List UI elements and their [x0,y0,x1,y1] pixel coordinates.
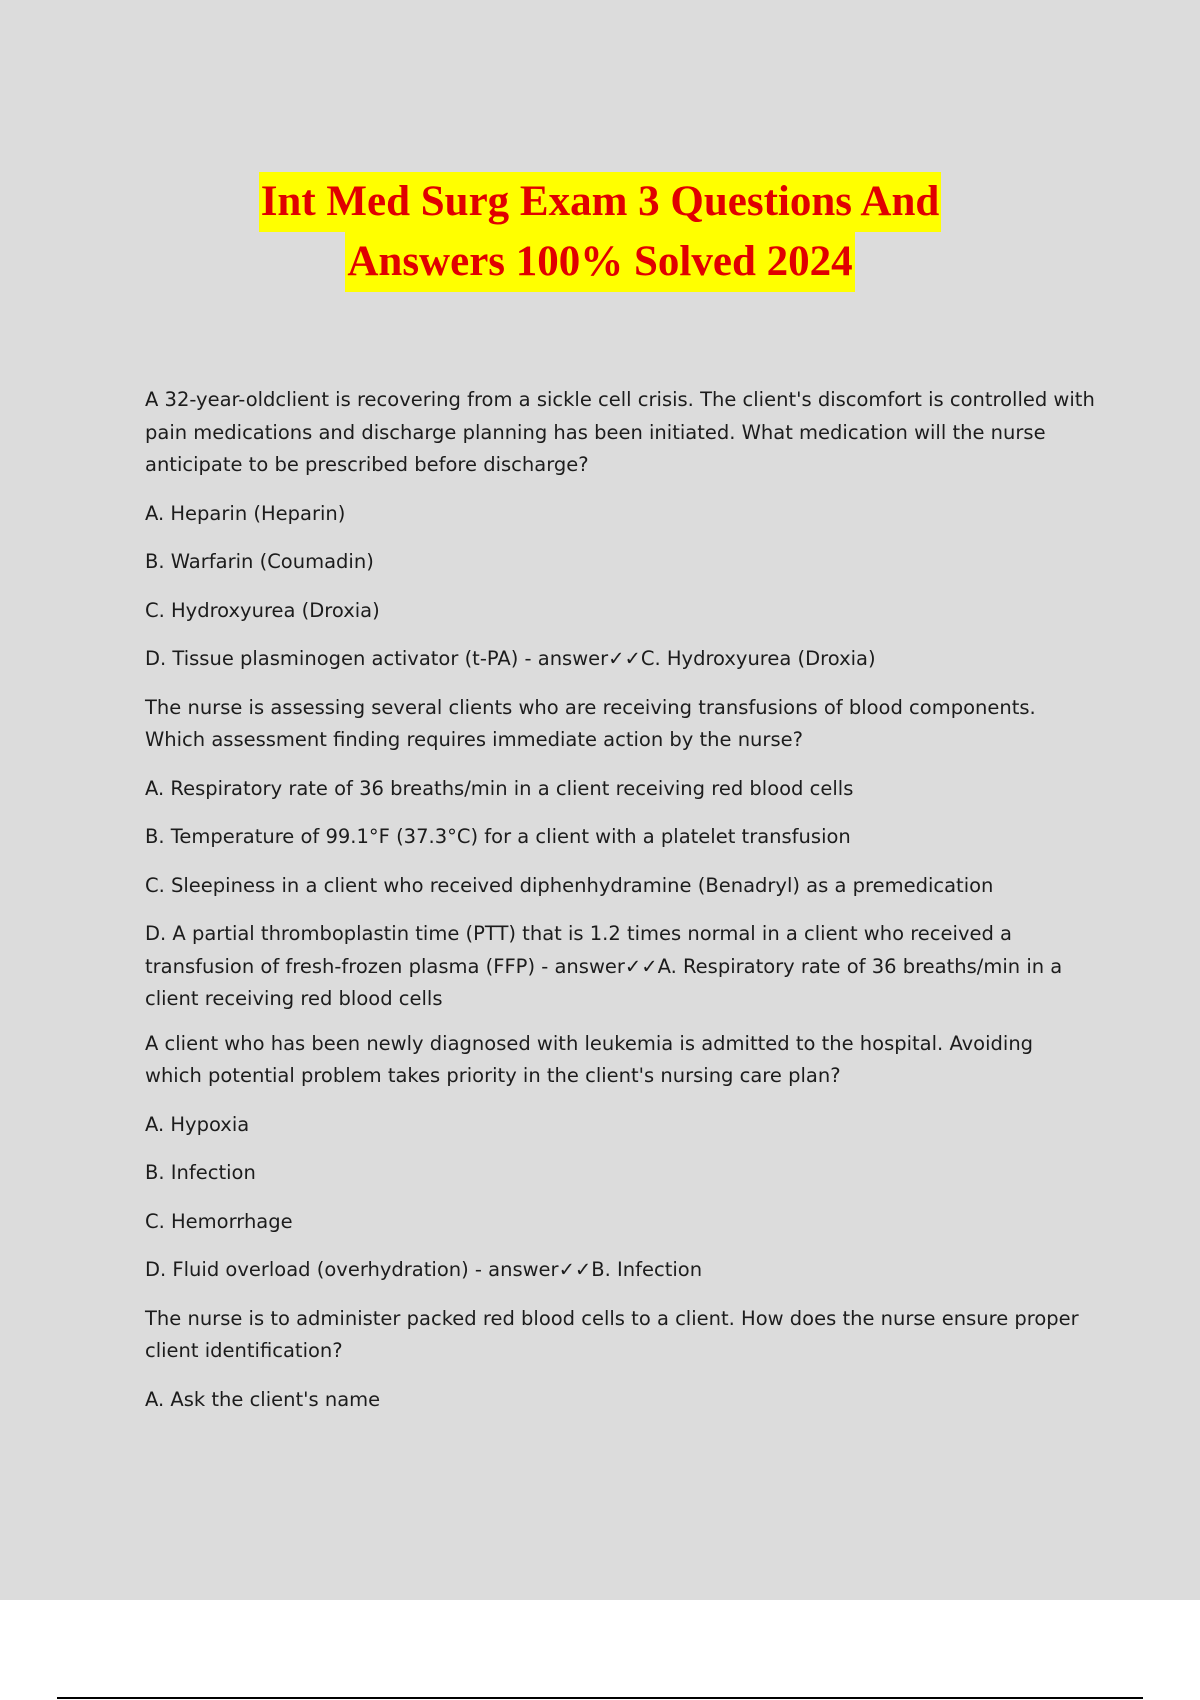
question-3-option-d-answer: D. Fluid overload (overhydration) - answer✓✓B. Infection [145,1258,703,1281]
question-1-option-a: A. Heparin (Heparin) [145,501,346,525]
question-3-option-a: A. Hypoxia [145,1112,250,1136]
question-4-option-a: A. Ask the client's name [145,1387,381,1411]
question-3-stem: A client who has been newly diagnosed with leukemia is admitted to the hospital. Avoiding which potential problem takes priority in the client's nursing care plan? [145,1031,1034,1087]
title-line-2: Answers 100% Solved 2024 [345,232,854,292]
question-2-option-c: C. Sleepiness in a client who received diphenhydramine (Benadryl) as a premedication [145,873,994,897]
question-4-stem: The nurse is to administer packed red blood cells to a client. How does the nurse ensure proper client identification? [145,1306,1079,1362]
question-1-option-c: C. Hydroxyurea (Droxia) [145,598,380,622]
question-1-option-d-answer: D. Tissue plasminogen activator (t-PA) - answer✓✓C. Hydroxyurea (Droxia) [145,647,876,670]
question-2-option-b: B. Temperature of 99.1°F (37.3°C) for a client with a platelet transfusion [145,825,851,848]
document-title [0,172,1200,292]
title-line-1: Int Med Surg Exam 3 Questions And [259,172,942,232]
question-1-option-b: B. Warfarin (Coumadin) [145,550,374,573]
document-body [145,384,1095,1432]
question-1-stem: A 32-year-oldclient is recovering from a sickle cell crisis. The client's discomfort is controlled with pain medications and discharge planning has been initiated. What medication will the nurse anticipate to be prescribed before discharge? [145,388,1095,476]
question-2-option-a: A. Respiratory rate of 36 breaths/min in a client receiving red blood cells [145,776,854,800]
page-divider [57,1697,1143,1699]
question-3-option-b: B. Infection [145,1161,256,1184]
question-2-option-d-answer: D. A partial thromboplastin time (PTT) that is 1.2 times normal in a client who received a transfusion of fresh-frozen plasma (FFP) - answer✓✓A. Respiratory rate of 36 breaths/min in a client receiving red blood cells [145,922,1063,1010]
question-3-option-c: C. Hemorrhage [145,1209,293,1233]
question-2-stem: The nurse is assessing several clients who are receiving transfusions of blood components. Which assessment finding requires immediate action by the nurse? [145,695,1036,751]
